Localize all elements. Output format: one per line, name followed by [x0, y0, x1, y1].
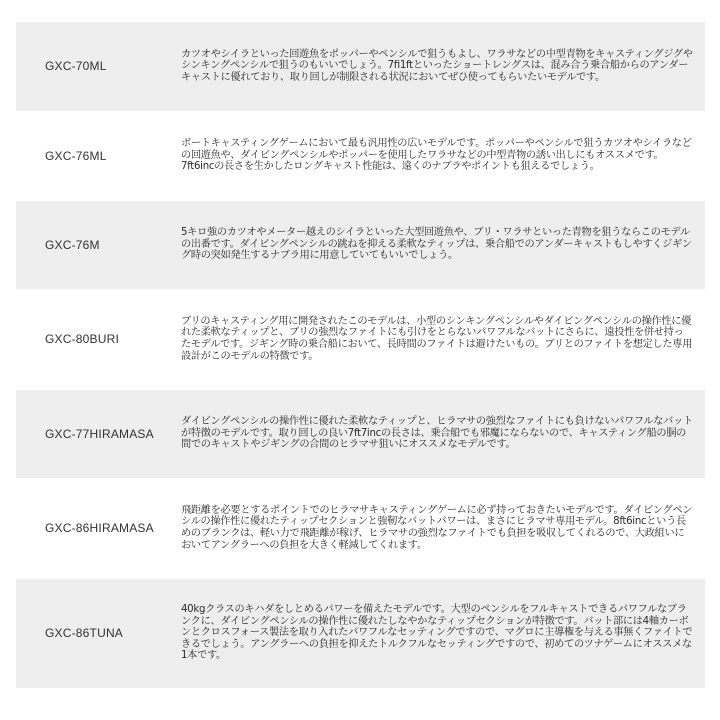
model-name: GXC-77HIRAMASA	[16, 389, 181, 478]
table-row	[16, 289, 705, 389]
table-row	[16, 22, 705, 111]
model-description: 飛距離を必要とするポイントでのヒラマサキャスティングゲームに必ず持っておきたいモデルです。ダイビングペンシルの操作性に優れたティップセクションと強靭なバットパワーは、まさにヒラマサ専用モデル。8ft6incという長めのブランクは、軽い力で飛距離が稼げ、ヒラマサの強烈なファイトでも負担を吸収してくれるので、大政組いにおいてアングラーへの負担を大きく軽減してくれます。	[181, 478, 705, 578]
table-row	[16, 200, 705, 289]
table-row	[16, 389, 705, 478]
table-row	[16, 111, 705, 200]
model-description: 5キロ強のカツオやメーター越えのシイラといった大型回遊魚や、ブリ・ワラサといった青物を狙うならこのモデルの出番です。ダイビングペンシルの跳ねを抑える柔軟なティップは、乗合船でのアンダーキャストもしやすくジギング時の突如発生するナブラ用に用意していてもいいでしょう。	[181, 200, 705, 289]
model-description: ダイビングペンシルの操作性に優れた柔軟なティップと、ヒラマサの強烈なファイトにも負けないパワフルなバットが特徴のモデルです。取り回しの良い7ft7incの長さは、乗合船でも邪魔にならないので、キャスティング船の胴の間でのキャストやジギングの合間のヒラマサ狙いにオススメなモデルです。	[181, 389, 705, 478]
table-row	[16, 478, 705, 578]
model-description: ボートキャスティングゲームにおいて最も汎用性の広いモデルです。ポッパーやペンシルで狙うカツオやシイラなどの回遊魚や、ダイビングペンシルやポッパーを使用したワラサなどの中型青物の誘い出しにもオススメです。7ft6incの長さを生かしたロングキャスト性能は、遠くのナブラやポイントも狙えるでしょう。	[181, 111, 705, 200]
model-name: GXC-80BURI	[16, 289, 181, 389]
rod-spec-table	[16, 22, 705, 689]
model-description: 40kgクラスのキハダをしとめるパワーを備えたモデルです。大型のペンシルをフルキャストできるパワフルなブランクに、ダイビングペンシルの操作性に優れたしなやかなティップセクションが特徴です。バット部には4軸カーボンとクロスフォース製法を取り入れたパワフルなセッティングですので、マグロに主導権を与える事無くファイトできるでしょう。アングラーへの負担を抑えたトルクフルなセッティングですので、初めてのツナゲームにオススメな1本です。	[181, 578, 705, 688]
model-name: GXC-76M	[16, 200, 181, 289]
model-description: ブリのキャスティング用に開発されたこのモデルは、小型のシンキングペンシルやダイビングペンシルの操作性に優れた柔軟なティップと、ブリの強烈なファイトにも引けをとらないパワフルなバットにさらに、遠投性を併せ持ったモデルです。ジギング時の乗合船において、長時間のファイトは避けたいもの。ブリとのファイトを想定した専用設計がこのモデルの特徴です。	[181, 289, 705, 389]
model-name: GXC-86HIRAMASA	[16, 478, 181, 578]
model-name: GXC-86TUNA	[16, 578, 181, 688]
model-name: GXC-76ML	[16, 111, 181, 200]
model-name: GXC-70ML	[16, 22, 181, 111]
table-row	[16, 578, 705, 688]
model-description: カツオやシイラといった回遊魚をポッパーやペンシルで狙うもよし、ワラサなどの中型青物をキャスティングジグやシンキングペンシルで狙うのもいいでしょう。7ﬁ1ftといったショートレングスは、混み合う乗合船からのアンダーキャストに優れており、取り回しが制限される状況においてぜひ使ってもらいたいモデルです。	[181, 22, 705, 111]
